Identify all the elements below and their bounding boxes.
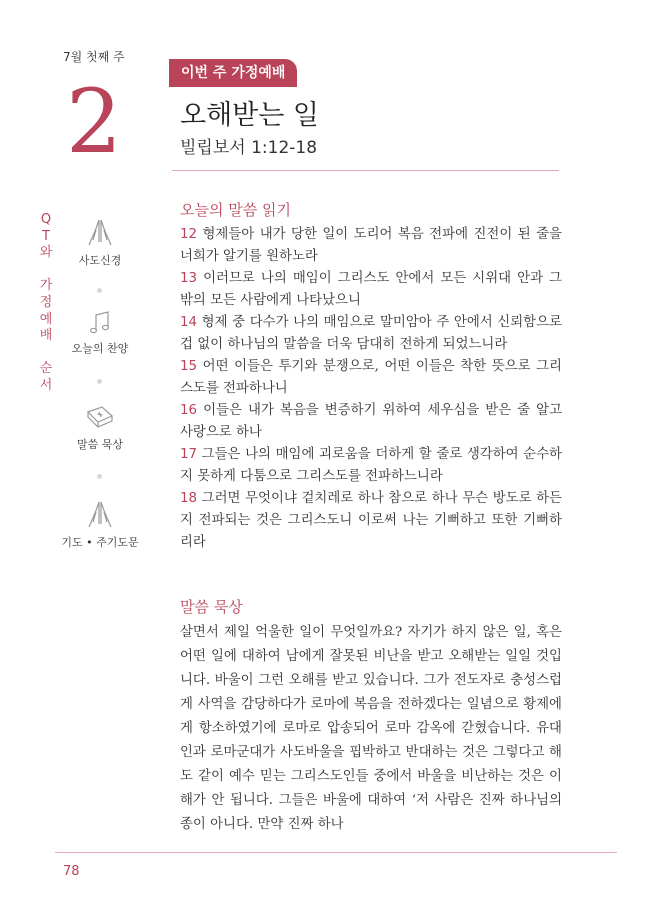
verse bbox=[180, 268, 562, 312]
week-label: 7월 첫째 주 bbox=[63, 50, 125, 64]
verse-text: 이러므로 나의 매임이 그리스도 안에서 모든 시위대 안과 그 밖의 모든 사람에게 나타났으니 bbox=[180, 271, 562, 308]
sidebar-dot bbox=[97, 379, 102, 384]
verse-text: 형제 중 다수가 나의 매임으로 말미암아 주 안에서 신뢰함으로 겁 없이 하나님의 말씀을 더욱 담대히 전하게 되었느니라 bbox=[180, 315, 562, 352]
praying-hands-icon bbox=[87, 500, 113, 530]
verse-number: 18 bbox=[180, 491, 198, 506]
meditation-body: 살면서 제일 억울한 일이 무엇일까요? 자기가 하지 않은 일, 혹은 어떤 일에 대하여 남에게 잘못된 비난을 받고 오해받는 일일 것입니다. 바울이 그런 오해를 받고 있습니다. 그가 전도자로 충성스럽게 사역을 감당하다가 로마에 복음을 전하겠다는 일념으로 황제에게 항소하였기에 로마로 압송되어 로마 감옥에 갇혔습니다. 유대인과 로마군대가 사도바울을 핍박하고 반대하는 것은 그렇다고 해도 같이 예수 믿는 그리스도인들 중에서 바울을 비난하는 것은 이해가 안 됩니다. 그들은 바울에 대하여 ‘저 사람은 진짜 하나님의 종이 아니다. 만약 진짜 하나 bbox=[180, 625, 562, 832]
scripture-reading bbox=[180, 224, 562, 554]
verse bbox=[180, 312, 562, 356]
verse-text: 이들은 내가 복음을 변증하기 위하여 세우심을 받은 줄 알고 사랑으로 하나 bbox=[180, 403, 562, 440]
bible-icon bbox=[85, 404, 115, 432]
music-note-icon bbox=[88, 310, 112, 336]
verse bbox=[180, 400, 562, 444]
verse-text: 어떤 이들은 투기와 분쟁으로, 어떤 이들은 착한 뜻으로 그리스도를 전파하나니 bbox=[180, 359, 562, 396]
sidebar-item-meditation bbox=[60, 404, 140, 452]
verse bbox=[180, 224, 562, 268]
verse-number: 14 bbox=[180, 315, 198, 330]
verse-number: 15 bbox=[180, 359, 198, 374]
verse bbox=[180, 444, 562, 488]
sidebar-item-label: 말씀 묵상 bbox=[76, 438, 123, 451]
sidebar-item-praise bbox=[60, 310, 140, 356]
praying-hands-icon bbox=[87, 218, 113, 248]
page-number: 78 bbox=[63, 864, 80, 879]
sidebar-dot bbox=[97, 288, 102, 293]
page-title: 오해받는 일 bbox=[180, 100, 319, 131]
footer-divider bbox=[55, 852, 617, 853]
verse-text: 그러면 무엇이냐 겉치레로 하나 참으로 하나 무슨 방도로 하든지 전파되는 것은 그리스도니 이로써 나는 기뻐하고 또한 기뻐하리라 bbox=[180, 491, 562, 550]
sidebar-item-label: 오늘의 찬양 bbox=[71, 342, 129, 355]
header-divider bbox=[172, 170, 559, 171]
verse bbox=[180, 488, 562, 554]
reading-heading: 오늘의 말씀 읽기 bbox=[180, 201, 291, 219]
sidebar-dot bbox=[97, 474, 102, 479]
verse-text: 형제들아 내가 당한 일이 도리어 복음 전파에 진전이 된 줄을 너희가 알기를 원하노라 bbox=[180, 227, 562, 264]
verse-number: 16 bbox=[180, 403, 198, 418]
sidebar-item-label: 기도 • 주기도문 bbox=[61, 536, 139, 549]
verse-number: 17 bbox=[180, 447, 198, 462]
verse-text: 그들은 나의 매임에 괴로움을 더하게 할 줄로 생각하여 순수하지 못하게 다툼으로 그리스도를 전파하느니라 bbox=[180, 447, 562, 484]
section-badge: 이번 주 가정예배 bbox=[169, 59, 297, 87]
verse bbox=[180, 356, 562, 400]
sidebar-item-creed bbox=[60, 218, 140, 268]
lesson-number: 2 bbox=[66, 70, 122, 173]
meditation-heading: 말씀 묵상 bbox=[180, 598, 243, 616]
sidebar-item-prayer bbox=[60, 500, 140, 550]
verse-number: 13 bbox=[180, 271, 198, 286]
sidebar-item-label: 사도신경 bbox=[78, 254, 122, 267]
scripture-reference: 빌립보서 1:12-18 bbox=[180, 138, 318, 158]
verse-number: 12 bbox=[180, 227, 198, 242]
vertical-order-label: Q T 와 가 정 예 배 순 서 bbox=[39, 212, 53, 393]
